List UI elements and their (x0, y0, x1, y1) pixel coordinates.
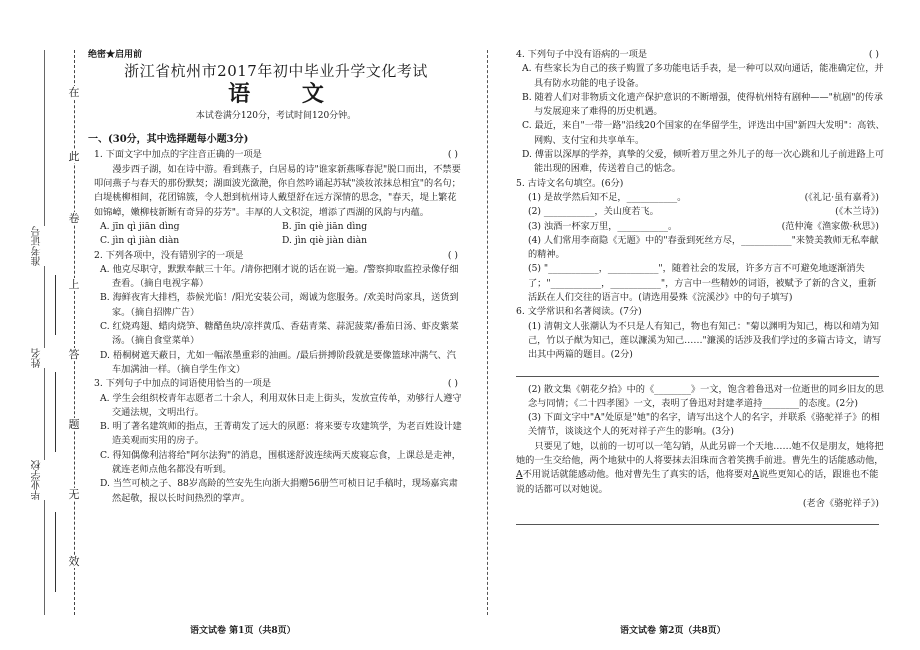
option-d[interactable]: D. 梧桐树遮天蔽日，尤如一幅浓墨重彩的油画。/最后拼搏阶段就是要像篮球冲满气、汽车加满油一样。（摘自学生作文） (100, 349, 456, 375)
answer-line[interactable] (516, 515, 879, 525)
option-b[interactable]: B. 明了著名建筑师的指点，王菁萌发了远大的夙愿：将来要专攻建筑学，为老百姓设计建造美观而实用的房子。 (100, 421, 462, 447)
sub-question-3: (3) 下面文字中"A"处原是"她"的名字，请写出这个人的名字，并联系《骆驼祥子》的相关情节，谈谈这个人的死对祥子产生的影响。(3分) (528, 412, 880, 438)
column-divider (487, 50, 488, 615)
name-label: 姓名 (32, 348, 48, 368)
fill-blank-3[interactable] (510, 220, 885, 234)
question-stem: 2. 下列各项中，没有错别字的一项是 (94, 249, 244, 261)
binding-char: 上 (66, 278, 82, 291)
binding-char: 无 (66, 488, 82, 501)
question-stem: 3. 下列句子中加点的词语使用恰当的一项是 (94, 378, 272, 390)
candidate-number-label: 准考证号 (32, 226, 48, 266)
excerpt-text: 说些更知心的话，跟谁也不能说的话都可以对她说。 (516, 469, 879, 495)
option-a[interactable]: A. 学生会组织校青年志愿者二十余人，利用双休日走上街头，发放宣传单，劝够行人遵守交通法规，文明出行。 (100, 392, 462, 418)
school-label: 毕业学校 (32, 460, 48, 500)
question-2 (94, 249, 464, 263)
excerpt-text: 不用说话就能感动他。他对曹先生了真实的话，他将要对 (522, 469, 753, 481)
binding-char: 答 (66, 348, 82, 361)
question-6 (516, 305, 885, 319)
sub-question-1: (1) 清朝文人张潮认为不只是人有知己，物也有知己："菊以渊明为知己，梅以和靖为知己，竹以子猷为知己，莲以濂溪为知己……"濂溪的话涉及我们学过的多篇古诗文，请写出其中两篇的题目。(2分) (528, 320, 882, 361)
binding-char: 效 (66, 555, 82, 568)
exam-note: 本试卷满分120分，考试时间120分钟。 (195, 110, 357, 121)
option-d[interactable]: D. 当竺可桢之子、88岁高龄的竺安先生向浙大捐赠56册竺可桢日记手稿时，现场嘉宾肃然起敬，报以长时间热烈的掌声。 (100, 478, 458, 504)
fill-blank-4[interactable]: (4) 人们常用李商隐《无题》中的"春蚕到死丝方尽，___________"来赞美教师无私奉献的精神。 (528, 234, 879, 261)
options-row (88, 234, 464, 248)
answer-line[interactable] (516, 367, 879, 377)
fill-blank-1[interactable] (510, 191, 885, 205)
blank-text: (3) 浊酒一杯家万里，___________。 (528, 220, 678, 232)
name-line[interactable] (55, 372, 56, 452)
fill-blank-2[interactable] (510, 205, 885, 219)
option-a[interactable]: A. 有些家长为自己的孩子购置了多功能电话手表，是一种可以双向通话，能准确定位，并具有防水功能的电子设备。 (522, 63, 884, 89)
option-c[interactable]: C. jìn qì jiàn diàn (100, 235, 180, 247)
sub-question-2[interactable]: (2) 散文集《朝花夕拾》中的《________》一文，饱含着鲁迅对一位逝世的同乡旧友的思念与同情；《二十四孝图》一文，表明了鲁迅对封建孝道持________的态度。(2分) (528, 383, 884, 409)
question-1 (94, 148, 464, 162)
question-stem: 4. 下列句子中没有语病的一项是 (516, 49, 648, 60)
subject-title: 语 文 (228, 80, 346, 107)
question-5 (516, 177, 885, 191)
binding-char: 此 (66, 150, 82, 163)
left-column (88, 48, 464, 506)
option-b[interactable]: B. 随着人们对非物质文化遗产保护意识的不断增强，使得杭州特有剧种——"杭剧"的传承与发展迎来了难得的历史机遇。 (522, 91, 883, 118)
question-4 (516, 48, 885, 62)
exam-title: 浙江省杭州市2017年初中毕业升学文化考试 (124, 62, 428, 81)
option-d[interactable]: D. 傅雷以深厚的学养，真挚的父爱，倾听着万里之外儿子的每一次心跳和儿子前进路上可能出现的困难，传送着自己的惦念。 (522, 149, 885, 175)
option-a[interactable]: A. jīn qì jiān dìng (100, 220, 180, 232)
source-citation: (范仲淹《渔家傲·秋思》) (781, 220, 879, 232)
option-c[interactable]: C. 红烧鸡翅、蜡肉烧笋、糖醋鱼块/凉拌黄瓜、香菇青菜、蒜泥菠菜/番茄日汤、虾皮紫菜汤。（摘自食堂菜单） (100, 321, 459, 347)
answer-paren[interactable]: ( ) (868, 49, 879, 60)
answer-paren[interactable]: ( ) (447, 149, 458, 161)
answer-paren[interactable]: ( ) (447, 249, 458, 261)
right-column (510, 48, 885, 531)
page-footer-left: 语文试卷 第1页（共8页） (190, 626, 296, 636)
binding-strip (30, 50, 90, 615)
binding-char: 卷 (66, 212, 82, 225)
reading-passage: 漫步西子湖，如在诗中游。看到燕子，白居易的诗"谁家新燕啄春泥"脱口而出，不禁要叩问燕子与春天的那份默契；湖面波光潋滟，你自然吟诵起苏轼"淡妆浓抹总相宜"的名句；白堤桃柳相间，花团锦簇，令人想到杭州诗人戴望舒在远方深情的思念，"春天，堤上繁花如锦嶂，嫩柳枝新断有奇异的芬芳"。丰厚的人文积淀，增添了西湖的风韵与内蕴。 (94, 163, 461, 218)
binding-char: 在 (66, 86, 82, 99)
blank-a[interactable]: A (752, 469, 759, 481)
page-footer-right: 语文试卷 第2页（共8页） (620, 626, 726, 636)
option-c[interactable]: C. 最近，来自"一带一路"沿线20个国家的在华留学生，评选出中国"新四大发明"：高铁、网购、支付宝和共享单车。 (522, 120, 885, 146)
excerpt-passage (510, 440, 885, 497)
question-3 (94, 377, 464, 391)
fill-blank-5[interactable]: (5) "___________，___________"，随着社会的发展，许多方言不可避免地逐渐消失了；"___________，___________"，方言中一些精妙的词语，被赋予了新的含义，重新活跃在人们交往的语言中。(请选用晏殊《浣溪沙》中的句子填写) (528, 263, 877, 304)
option-b[interactable]: B. jīn qiè jiān dìng (282, 220, 368, 232)
options-row (88, 220, 464, 234)
school-line[interactable] (55, 512, 56, 592)
binding-dashed-line (74, 50, 75, 615)
blank-text: (1) 是故学然后知不足，___________。 (528, 191, 687, 203)
section-heading: 一、(30分，其中选择题每小题3分) (88, 134, 249, 146)
option-a[interactable]: A. 他克尽职守，默默奉献三十年。/请你把刚才说的话在说一遍。/警察抑取监控录像仔细查看。（摘自电视字幕） (100, 263, 459, 290)
option-b[interactable]: B. 海鲜夜宵大排档，恭候光临！/阳光安装公司，竭诚为您服务。/欢美时尚家具，送货到家。（摘自招牌广告） (100, 292, 459, 318)
answer-paren[interactable]: ( ) (447, 378, 458, 390)
option-c[interactable]: C. 得知偶像利洁将给"阿尔法狗"的消息，围棋迷舒波连续两天废寝忘食，上课总是走神，就连老师点他名都没有听到。 (100, 449, 461, 476)
blank-text: (2) ___________，关山度若飞。 (528, 206, 659, 218)
source-citation: (《礼记·虽有嘉肴》) (804, 191, 879, 203)
option-d[interactable]: D. jìn qiè jiàn diàn (282, 235, 367, 247)
question-stem: 5. 古诗文名句填空。(6分) (516, 177, 624, 189)
binding-solid-line (44, 50, 45, 615)
excerpt-text: 只要见了她，以前的一切可以一笔勾销，从此另辟一个天地……她不仅是朋友，她将把她的一生交给他，两个地狱中的人将要抹去泪珠而含着笑携手前进。曹先生的话能感动他， (516, 440, 884, 467)
candidate-number-line[interactable] (55, 275, 56, 335)
excerpt-citation: (老舍《骆驼祥子》) (802, 497, 879, 509)
binding-char: 题 (66, 418, 82, 431)
question-stem: 1. 下面文字中加点的字注音正确的一项是 (94, 149, 262, 161)
blank-a[interactable]: A (516, 469, 523, 481)
source-citation: (《木兰诗》) (835, 206, 879, 218)
secret-mark: 绝密★启用前 (88, 50, 143, 60)
question-stem: 6. 文学常识和名著阅读。(7分) (516, 306, 642, 318)
